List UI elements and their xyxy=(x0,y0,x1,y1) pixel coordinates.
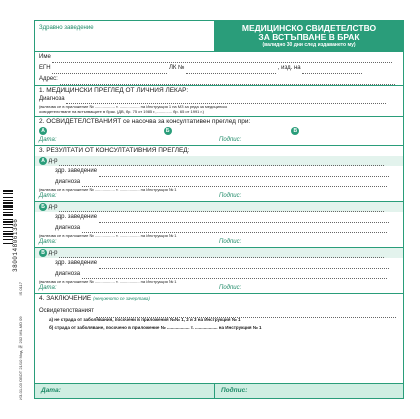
consult-b-doctor-field[interactable] xyxy=(59,204,384,212)
examinee-label: Освидетелстваният xyxy=(39,308,95,314)
name-field[interactable] xyxy=(52,55,392,63)
consult-b-facility-label: здр. заведение xyxy=(55,214,98,220)
issued-field[interactable] xyxy=(302,66,362,74)
consult-a-date-label[interactable]: Дата: xyxy=(39,193,57,199)
consult-b-doctor-row[interactable] xyxy=(35,202,403,212)
certificate-form xyxy=(34,20,404,399)
section4-title: 4. ЗАКЛЮЧЕНИЕ xyxy=(39,295,92,302)
consult-v-doctor-row[interactable] xyxy=(35,248,403,258)
section1-note2: освидетелстване на встъпващите в брак. (ДВ, бр. 75 от 1985 г.,.............. бр. 65 от 1991 г.) xyxy=(39,109,204,114)
institution-field[interactable] xyxy=(35,21,215,51)
consult-v-diagnosis-row[interactable] xyxy=(35,269,403,279)
consult-v-doctor-label: д-р xyxy=(48,250,58,256)
consult-a-diagnosis-field[interactable] xyxy=(82,179,387,187)
consult-b-date-row xyxy=(35,238,403,248)
barcode-number: 3800148061366 xyxy=(12,218,19,272)
consult-a-note: (включва се в приложение № .................. т. .................. на Инструкция № 1 xyxy=(39,187,177,192)
name-label: Име xyxy=(39,54,51,60)
section2-title: 2. ОСВИДЕТЕЛСТВАНИЯТ се насочва за консултативен преглед при: xyxy=(35,116,403,126)
consult-b-facility-row[interactable] xyxy=(35,212,403,223)
footer-date-label[interactable]: Дата: xyxy=(35,384,215,398)
side-code-top: IS 0117 xyxy=(18,282,23,296)
consult-b-marker: Б xyxy=(39,203,47,211)
consult-v-facility-field[interactable] xyxy=(99,261,389,269)
section1-title: 1. МЕДИЦИНСКИ ПРЕГЛЕД ОТ ЛИЧНИЯ ЛЕКАР: xyxy=(35,85,403,95)
title-line2: ЗА ВСТЪПВАНЕ В БРАК xyxy=(258,32,360,42)
consult-b-diagnosis-field[interactable] xyxy=(82,225,387,233)
conclusion-option-b[interactable]: б) страда от заболяване, посочено в приложение № .................. т. .................. на Инструкция № 1 xyxy=(49,325,262,330)
consult-v-diagnosis-label: диагноза xyxy=(55,271,81,277)
form-title-box xyxy=(215,21,403,51)
section2-date-row xyxy=(35,136,403,146)
side-code-bottom: ИЗ-01-03 ОБОТ 21/10 Мод.№ 202 МЧ-МО 09 xyxy=(18,316,23,400)
consult-v-facility-row[interactable] xyxy=(35,258,403,269)
consult-a-marker: А xyxy=(39,157,47,165)
section2-date-label[interactable]: Дата: xyxy=(39,137,57,143)
title-line1: МЕДИЦИНСКО СВИДЕТЕЛСТВО xyxy=(241,23,377,33)
section1-note1: (включва се в приложение № .................. т. .................. на Инструкция 1 на МЗ за реда за медицинско xyxy=(39,104,228,109)
footer-bar xyxy=(35,383,403,398)
consult-block-b xyxy=(35,202,403,248)
examinee-row[interactable] xyxy=(35,304,403,316)
section1-diagnosis-field[interactable] xyxy=(66,96,386,104)
consult-b-diagnosis-row[interactable] xyxy=(35,223,403,233)
egn-label: ЕГН xyxy=(39,65,51,71)
address-label: Адрес: xyxy=(39,76,58,82)
section4-hint: (ненужното се зачертава) xyxy=(93,296,150,301)
consult-b-sign-label[interactable]: Подпис: xyxy=(219,239,242,245)
consult-a-sign-label[interactable]: Подпис: xyxy=(219,193,242,199)
consult-a-doctor-label: д-р xyxy=(48,158,58,164)
examinee-field[interactable] xyxy=(96,310,396,318)
conclusion-option-a[interactable]: а) не страда от заболявания, посочени в приложения №№ 1, 2 и 3 на Инструкция № 1 xyxy=(49,317,241,322)
egn-field[interactable] xyxy=(52,66,167,74)
referral-a-marker: А xyxy=(39,127,47,135)
id-row xyxy=(35,63,403,74)
institution-label: Здравно заведение xyxy=(39,25,94,31)
left-margin xyxy=(0,0,30,419)
section1-diagnosis-row[interactable] xyxy=(35,95,403,104)
id-card-label: ЛК № xyxy=(168,65,185,71)
id-card-field[interactable] xyxy=(186,66,276,74)
referral-b-marker: Б xyxy=(164,127,172,135)
consult-block-v xyxy=(35,248,403,294)
address-row[interactable] xyxy=(35,74,403,85)
consult-v-sign-label[interactable]: Подпис: xyxy=(219,285,242,291)
consult-a-facility-row[interactable] xyxy=(35,166,403,177)
consult-v-facility-label: здр. заведение xyxy=(55,260,98,266)
footer-sign-label[interactable]: Подпис: xyxy=(221,387,248,394)
consult-a-facility-label: здр. заведение xyxy=(55,168,98,174)
consult-v-date-label[interactable]: Дата: xyxy=(39,285,57,291)
issued-label: , изд. на xyxy=(277,65,301,71)
section4-title-row xyxy=(35,294,403,304)
consult-a-facility-field[interactable] xyxy=(99,169,389,177)
section3-title: 3. РЕЗУЛТАТИ ОТ КОНСУЛТАТИВНИЯ ПРЕГЛЕД: xyxy=(39,147,190,154)
name-row[interactable] xyxy=(35,52,403,63)
section1-diagnosis-label: Диагноза xyxy=(39,96,65,102)
consult-v-doctor-field[interactable] xyxy=(59,250,384,258)
consult-block-a xyxy=(35,156,403,202)
consult-v-marker: В xyxy=(39,249,47,257)
referral-row xyxy=(35,126,403,136)
consult-b-note: (включва се в приложение № .................. т. .................. на Инструкция № 1 xyxy=(39,233,177,238)
consult-a-doctor-row[interactable] xyxy=(35,156,403,166)
referral-v-marker: В xyxy=(291,127,299,135)
address-field[interactable] xyxy=(60,77,395,85)
consult-b-facility-field[interactable] xyxy=(99,215,389,223)
consult-a-diagnosis-label: диагноза xyxy=(55,179,81,185)
consult-a-diagnosis-row[interactable] xyxy=(35,177,403,187)
consult-v-diagnosis-field[interactable] xyxy=(82,271,387,279)
form-header xyxy=(35,21,403,52)
consult-b-doctor-label: д-р xyxy=(48,204,58,210)
consult-v-note: (включва се в приложение № .................. т. .................. на Инструкция № 1 xyxy=(39,279,177,284)
consult-a-date-row xyxy=(35,192,403,202)
consult-a-doctor-field[interactable] xyxy=(59,158,384,166)
consult-b-date-label[interactable]: Дата: xyxy=(39,239,57,245)
consult-v-date-row xyxy=(35,284,403,294)
section2-sign-label[interactable]: Подпис: xyxy=(219,137,242,143)
consult-b-diagnosis-label: диагноза xyxy=(55,225,81,231)
validity-note: (валидно 30 дни след издаването му) xyxy=(262,42,356,48)
